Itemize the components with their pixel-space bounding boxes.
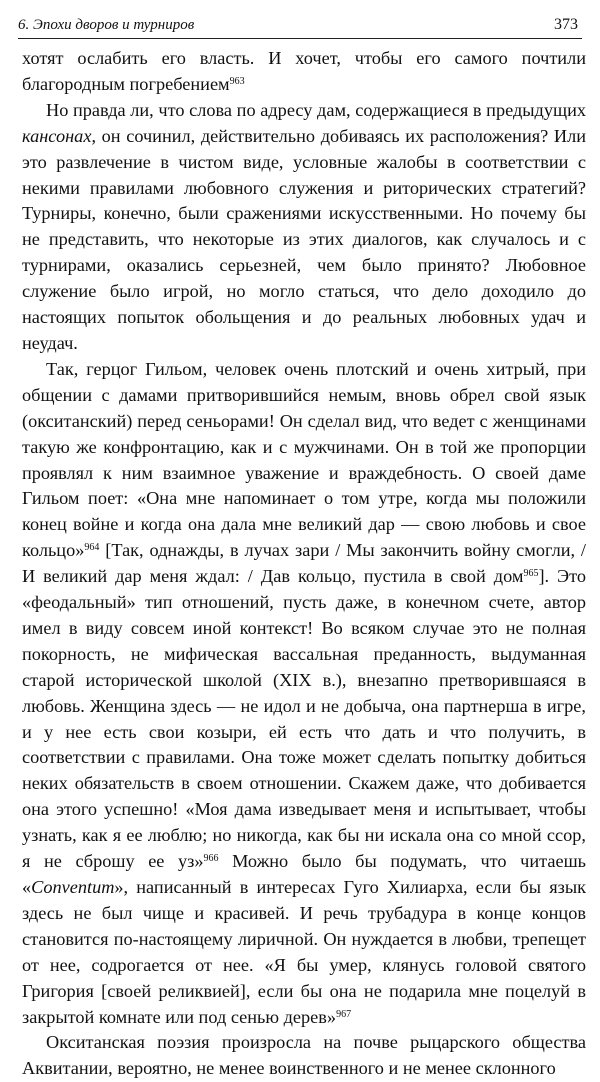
- text-run: хотят ослабить его власть. И хочет, чтобы его самого почтили благородным погребением: [22, 48, 586, 94]
- italic-term: кансонах: [22, 125, 92, 146]
- footnote-ref: 963: [229, 75, 245, 87]
- paragraph: [22, 46, 586, 98]
- paragraph: [22, 98, 586, 357]
- page-number: 373: [554, 16, 578, 33]
- footnote-ref: 966: [203, 853, 219, 865]
- text-run: ]. Это «феодальный» тип отношений, пусть даже, в конечном счете, автор имел в виду совсем иной контекст! Во всяком случае это не полная покорность, не мифическая вассальная преданность, выдуманная старой исторической школой (XIX в.), внезапно претворившаяся в любовь. Женщина здесь — не идол и не добыча, она партнерша в игре, и у нее есть свои козыри, ей есть что дать и что получить, в соответствии с правилами. Она тоже может сделать попытку добиться неких обязательств в своем отношении. Скажем даже, что добивается она этого успешно! «Моя дама изведывает меня и испытывает, чтобы узнать, как я ее люблю; но никогда, как бы ни искала она со мной ссор, я не сброшу ее уз»: [22, 566, 586, 872]
- body-text: [22, 46, 586, 1082]
- footnote-ref: 967: [336, 1008, 352, 1020]
- footnote-ref: 964: [84, 542, 100, 554]
- text-run: Окситанская поэзия произросла на почве рыцарского общества Аквитании, вероятно, не менее воинственного и не менее склонного: [22, 1032, 586, 1079]
- footnote-ref: 965: [523, 568, 539, 580]
- text-run: [Так, однажды, в лучах зари / Мы закончить войну смогли, / И великий дар меня ждал: / Дав кольцо, пустила в свой дом: [22, 540, 586, 587]
- running-title: 6. Эпохи дворов и турниров: [18, 17, 195, 33]
- text-run: », написанный в интересах Гуго Хилиарха, если бы язык здесь не был чище и красивей. И речь трубадура в конце концов становится по-настоящему лиричной. Он нуждается в любви, трепещет от нее, содрогается от нее. «Я бы умер, клянусь головой святого Григория [своей реликвией], если бы она не подарила мне поцелуй в закрытой комнате или под сенью дерев»: [22, 877, 586, 1027]
- running-head: [18, 8, 582, 39]
- paragraph: [22, 1030, 586, 1082]
- text-run: , он сочинил, действительно добиваясь их расположения? Или это развлечение в чистом виде, условные жалобы в соответствии с некими правилами любовного служения и риторических стратегий? Турниры, конечно, были сражениями искусственными. Но почему бы не представить, что некоторые из этих диалогов, как случалось и с турнирами, оказались серьезней, чем было принято? Любовное служение было игрой, но могло статься, что дело доходило до настоящих попыток обольщения и до реальных любовных удач и неудач.: [22, 125, 586, 353]
- paragraph: [22, 357, 586, 1031]
- text-run: Так, герцог Гильом, человек очень плотский и очень хитрый, при общении с дамами притворившийся немым, вновь обрел свой язык (окситанский) перед сеньорами! Он сделал вид, что ведет с женщинами такую же конфронтацию, как и с мужчинами. Он в той же пропорции проявлял к ним взаимное уважение и враждебность. О своей даме Гильом поет: «Она мне напоминает о том утре, когда мы положили конец войне и когда она дала мне великий дар — свою любовь и свое кольцо»: [22, 358, 586, 561]
- text-run: Но правда ли, что слова по адресу дам, содержащиеся в предыдущих: [46, 99, 586, 120]
- italic-term: Conventum: [31, 877, 115, 897]
- text-run: Можно было бы подумать, что читаешь «: [22, 851, 586, 897]
